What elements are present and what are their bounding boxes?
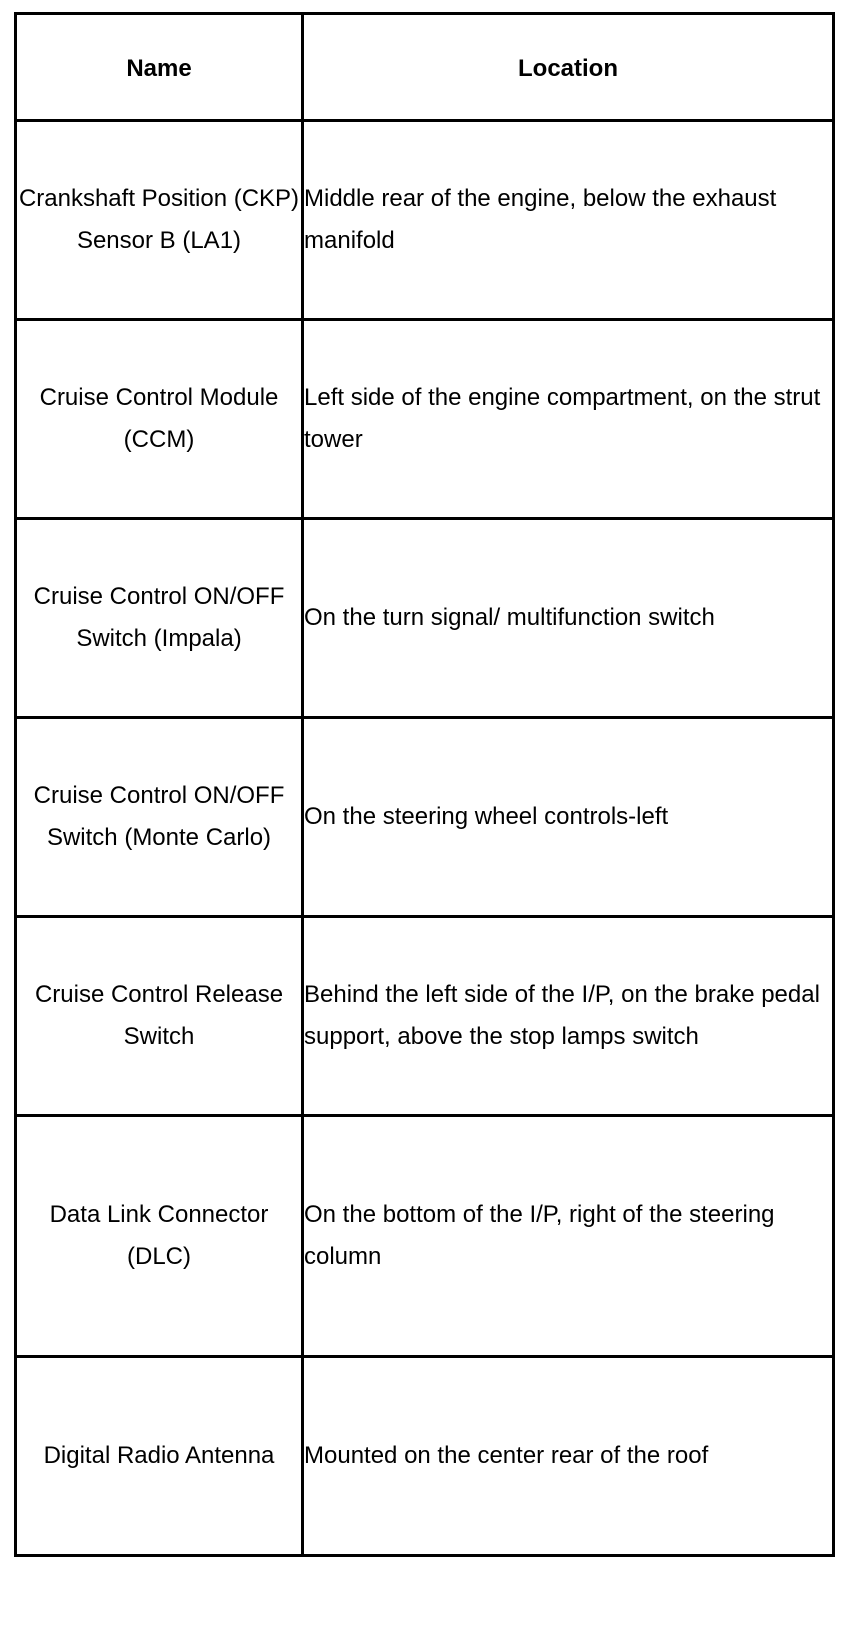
component-location: On the bottom of the I/P, right of the steering column <box>303 1116 834 1357</box>
name-column-header: Name <box>16 14 303 121</box>
table-header-row <box>16 14 834 121</box>
component-name: Crankshaft Position (CKP) Sensor B (LA1) <box>16 121 303 320</box>
table-row <box>16 1116 834 1357</box>
component-name: Cruise Control Module (CCM) <box>16 320 303 519</box>
component-name: Cruise Control ON/OFF Switch (Monte Carlo) <box>16 718 303 917</box>
component-location-table <box>14 12 835 1557</box>
table-row <box>16 320 834 519</box>
component-name: Data Link Connector (DLC) <box>16 1116 303 1357</box>
table-row <box>16 519 834 718</box>
component-name: Cruise Control Release Switch <box>16 917 303 1116</box>
table-row <box>16 1357 834 1556</box>
component-location: Mounted on the center rear of the roof <box>303 1357 834 1556</box>
table-row <box>16 121 834 320</box>
table-row <box>16 917 834 1116</box>
table-row <box>16 718 834 917</box>
component-name: Digital Radio Antenna <box>16 1357 303 1556</box>
component-location: Left side of the engine compartment, on the strut tower <box>303 320 834 519</box>
component-name: Cruise Control ON/OFF Switch (Impala) <box>16 519 303 718</box>
component-location: Middle rear of the engine, below the exhaust manifold <box>303 121 834 320</box>
location-column-header: Location <box>303 14 834 121</box>
component-location: Behind the left side of the I/P, on the brake pedal support, above the stop lamps switch <box>303 917 834 1116</box>
component-location: On the turn signal/ multifunction switch <box>303 519 834 718</box>
component-location: On the steering wheel controls-left <box>303 718 834 917</box>
